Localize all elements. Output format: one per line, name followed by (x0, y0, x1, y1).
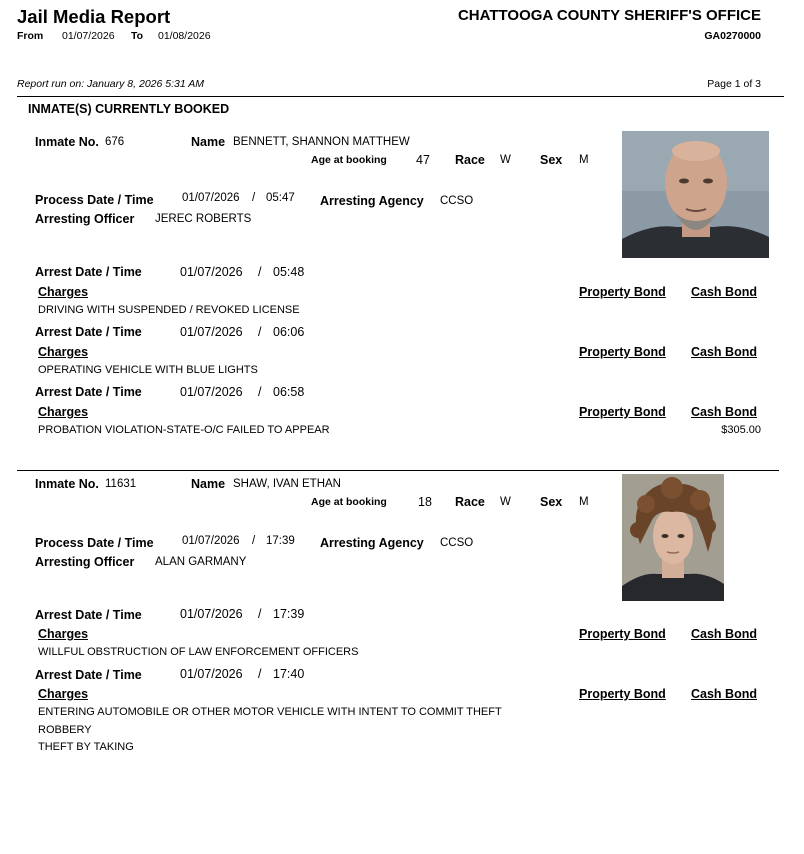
arrest-label: Arrest Date / Time (35, 325, 142, 339)
sex-value: M (579, 154, 589, 166)
inmate-no: 11631 (105, 478, 137, 490)
property-bond-label: Property Bond (579, 627, 666, 641)
slash: / (258, 607, 262, 621)
name-label: Name (191, 135, 226, 149)
process-date: 01/07/2026 (182, 535, 240, 547)
arrest-date: 01/07/2026 (180, 385, 243, 399)
slash: / (258, 667, 262, 681)
inmate-name: BENNETT, SHANNON MATTHEW (233, 136, 410, 148)
slash: / (252, 535, 256, 547)
property-bond-label: Property Bond (579, 285, 666, 299)
officer-value: JEREC ROBERTS (155, 213, 252, 225)
to-date: 01/08/2026 (158, 30, 211, 42)
charge-text: WILLFUL OBSTRUCTION OF LAW ENFORCEMENT OFFICERS (38, 646, 359, 658)
sex-label: Sex (540, 153, 563, 167)
inmate-no-label: Inmate No. (35, 477, 99, 491)
slash: / (258, 265, 262, 279)
property-bond-label: Property Bond (579, 345, 666, 359)
cash-bond-label: Cash Bond (691, 405, 757, 419)
arrest-date: 01/07/2026 (180, 325, 243, 339)
header-divider (17, 96, 784, 97)
arrest-time: 17:40 (273, 667, 305, 681)
officer-value: ALAN GARMANY (155, 556, 247, 568)
inmate-divider (17, 470, 779, 471)
race-label: Race (455, 495, 485, 509)
charges-label: Charges (38, 687, 89, 701)
ori-code: GA0270000 (704, 30, 761, 42)
race-value: W (500, 154, 511, 166)
charges-label: Charges (38, 405, 89, 419)
sex-value: M (579, 496, 589, 508)
arrest-time: 06:58 (273, 385, 305, 399)
from-label: From (17, 30, 44, 42)
race-value: W (500, 496, 511, 508)
from-date: 01/07/2026 (62, 30, 115, 42)
property-bond-label: Property Bond (579, 687, 666, 701)
age-value: 18 (418, 495, 432, 509)
inmate-name: SHAW, IVAN ETHAN (233, 478, 341, 490)
name-label: Name (191, 477, 226, 491)
arrest-label: Arrest Date / Time (35, 265, 142, 279)
sex-label: Sex (540, 495, 563, 509)
process-label: Process Date / Time (35, 536, 154, 550)
inmate-photo (622, 131, 769, 258)
cash-bond-label: Cash Bond (691, 345, 757, 359)
process-date: 01/07/2026 (182, 192, 240, 204)
age-label: Age at booking (311, 154, 387, 166)
age-label: Age at booking (311, 496, 387, 508)
arrest-label: Arrest Date / Time (35, 608, 142, 622)
cash-bond-label: Cash Bond (691, 285, 757, 299)
report-title: Jail Media Report (17, 6, 171, 27)
charge-text: ENTERING AUTOMOBILE OR OTHER MOTOR VEHICLE WITH INTENT TO COMMIT THEFT (38, 706, 502, 718)
cash-bond-label: Cash Bond (691, 627, 757, 641)
charge-text: DRIVING WITH SUSPENDED / REVOKED LICENSE (38, 304, 300, 316)
charge-text: THEFT BY TAKING (38, 741, 134, 753)
arrest-label: Arrest Date / Time (35, 385, 142, 399)
cash-bond-label: Cash Bond (691, 687, 757, 701)
arrest-date: 01/07/2026 (180, 607, 243, 621)
slash: / (258, 325, 262, 339)
process-time: 05:47 (266, 192, 295, 204)
cash-bond-amount: $305.00 (721, 424, 761, 436)
slash: / (258, 385, 262, 399)
arrest-date: 01/07/2026 (180, 667, 243, 681)
charges-label: Charges (38, 627, 89, 641)
process-label: Process Date / Time (35, 193, 154, 207)
inmate-no-label: Inmate No. (35, 135, 99, 149)
arrest-time: 05:48 (273, 265, 305, 279)
charge-text: PROBATION VIOLATION-STATE-O/C FAILED TO APPEAR (38, 424, 330, 436)
page-number: Page 1 of 3 (707, 78, 761, 90)
officer-label: Arresting Officer (35, 555, 135, 569)
officer-label: Arresting Officer (35, 212, 135, 226)
arrest-label: Arrest Date / Time (35, 668, 142, 682)
process-time: 17:39 (266, 535, 295, 547)
charge-text: OPERATING VEHICLE WITH BLUE LIGHTS (38, 364, 258, 376)
inmate-photo (622, 474, 724, 601)
race-label: Race (455, 153, 485, 167)
slash: / (252, 192, 256, 204)
arrest-time: 17:39 (273, 607, 305, 621)
agency-label: Arresting Agency (320, 536, 424, 550)
age-value: 47 (416, 153, 430, 167)
inmate-no: 676 (105, 136, 125, 148)
property-bond-label: Property Bond (579, 405, 666, 419)
arrest-date: 01/07/2026 (180, 265, 243, 279)
agency-value: CCSO (440, 195, 474, 207)
arrest-time: 06:06 (273, 325, 305, 339)
charge-text: ROBBERY (38, 724, 92, 736)
charges-label: Charges (38, 345, 89, 359)
agency-value: CCSO (440, 537, 474, 549)
to-label: To (131, 30, 144, 42)
section-title: INMATE(S) CURRENTLY BOOKED (28, 102, 230, 116)
agency-label: Arresting Agency (320, 194, 424, 208)
report-run-time: Report run on: January 8, 2026 5:31 AM (17, 78, 204, 90)
office-name: CHATTOOGA COUNTY SHERIFF'S OFFICE (457, 7, 761, 24)
charges-label: Charges (38, 285, 89, 299)
